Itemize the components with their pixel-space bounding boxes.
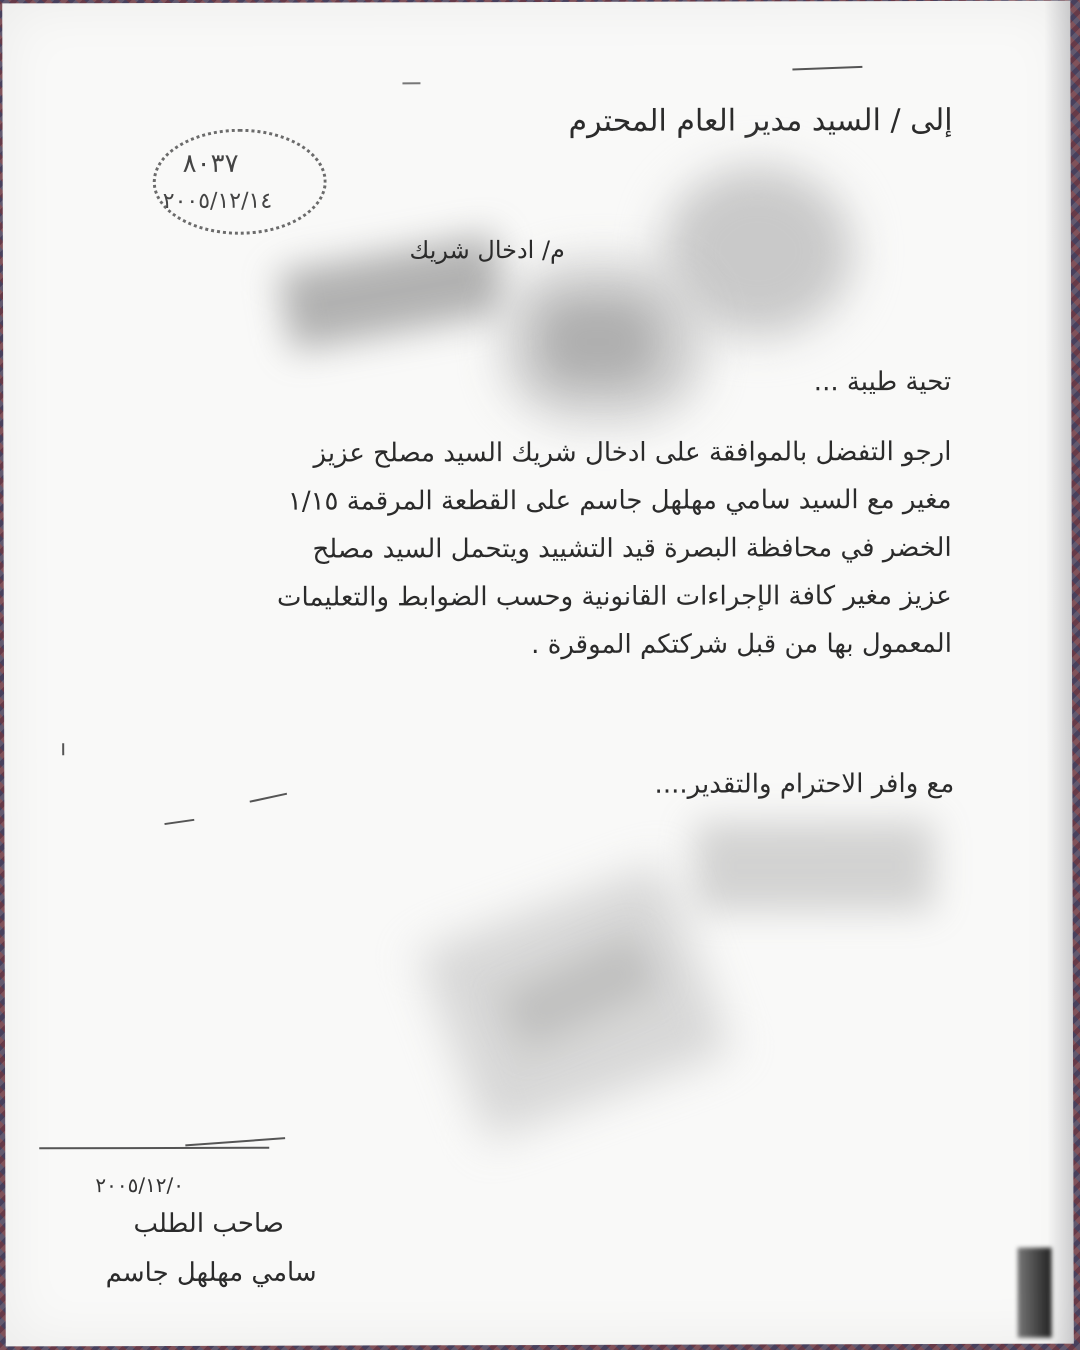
top-scribble [792, 66, 862, 71]
body-line: عزيز مغير كافة الإجراءات القانونية وحسب الضوابط والتعليمات [276, 580, 952, 613]
greeting-line: تحية طيبة ... [813, 366, 952, 398]
redacted-stamp-center [543, 302, 653, 382]
stamp-date: ٢٠٠٥/١٢/١٤ [162, 188, 273, 214]
top-dots [402, 82, 420, 84]
signature-scribble [185, 1137, 285, 1146]
signature-line [39, 1147, 269, 1150]
stray-mark [62, 743, 64, 755]
subject-line: م/ ادخال شريك [409, 235, 565, 265]
scan-edge-shadow [1044, 1, 1074, 1344]
body-line: المعمول بها من قبل شركتكم الموقرة . [531, 628, 952, 661]
signer-name: سامي مهلهل جاسم [105, 1257, 317, 1289]
incoming-stamp [153, 129, 327, 235]
recipient-line: إلى / السيد مدير العام المحترم [568, 102, 953, 139]
stamp-number: ٨٠٣٧ [182, 148, 239, 179]
body-line: الخضر في محافظة البصرة قيد التشييد ويتحمل السيد مصلح [312, 532, 952, 565]
letter-page [2, 1, 1074, 1347]
redacted-signature [694, 821, 934, 912]
stray-mark [250, 793, 288, 803]
stray-mark [164, 819, 194, 825]
signer-title: صاحب الطلب [133, 1208, 284, 1240]
body-line: ارجو التفضل بالموافقة على ادخال شريك السيد مصلح عزيز [313, 436, 952, 469]
body-line: مغير مع السيد سامي مهلهل جاسم على القطعة المرقمة ١/١٥ [287, 484, 952, 517]
closing-line: مع وافر الاحترام والتقدير.... [654, 768, 955, 800]
signature-date: ٢٠٠٥/١٢/٠ [95, 1172, 185, 1198]
scan-corner-shadow [1018, 1248, 1052, 1338]
